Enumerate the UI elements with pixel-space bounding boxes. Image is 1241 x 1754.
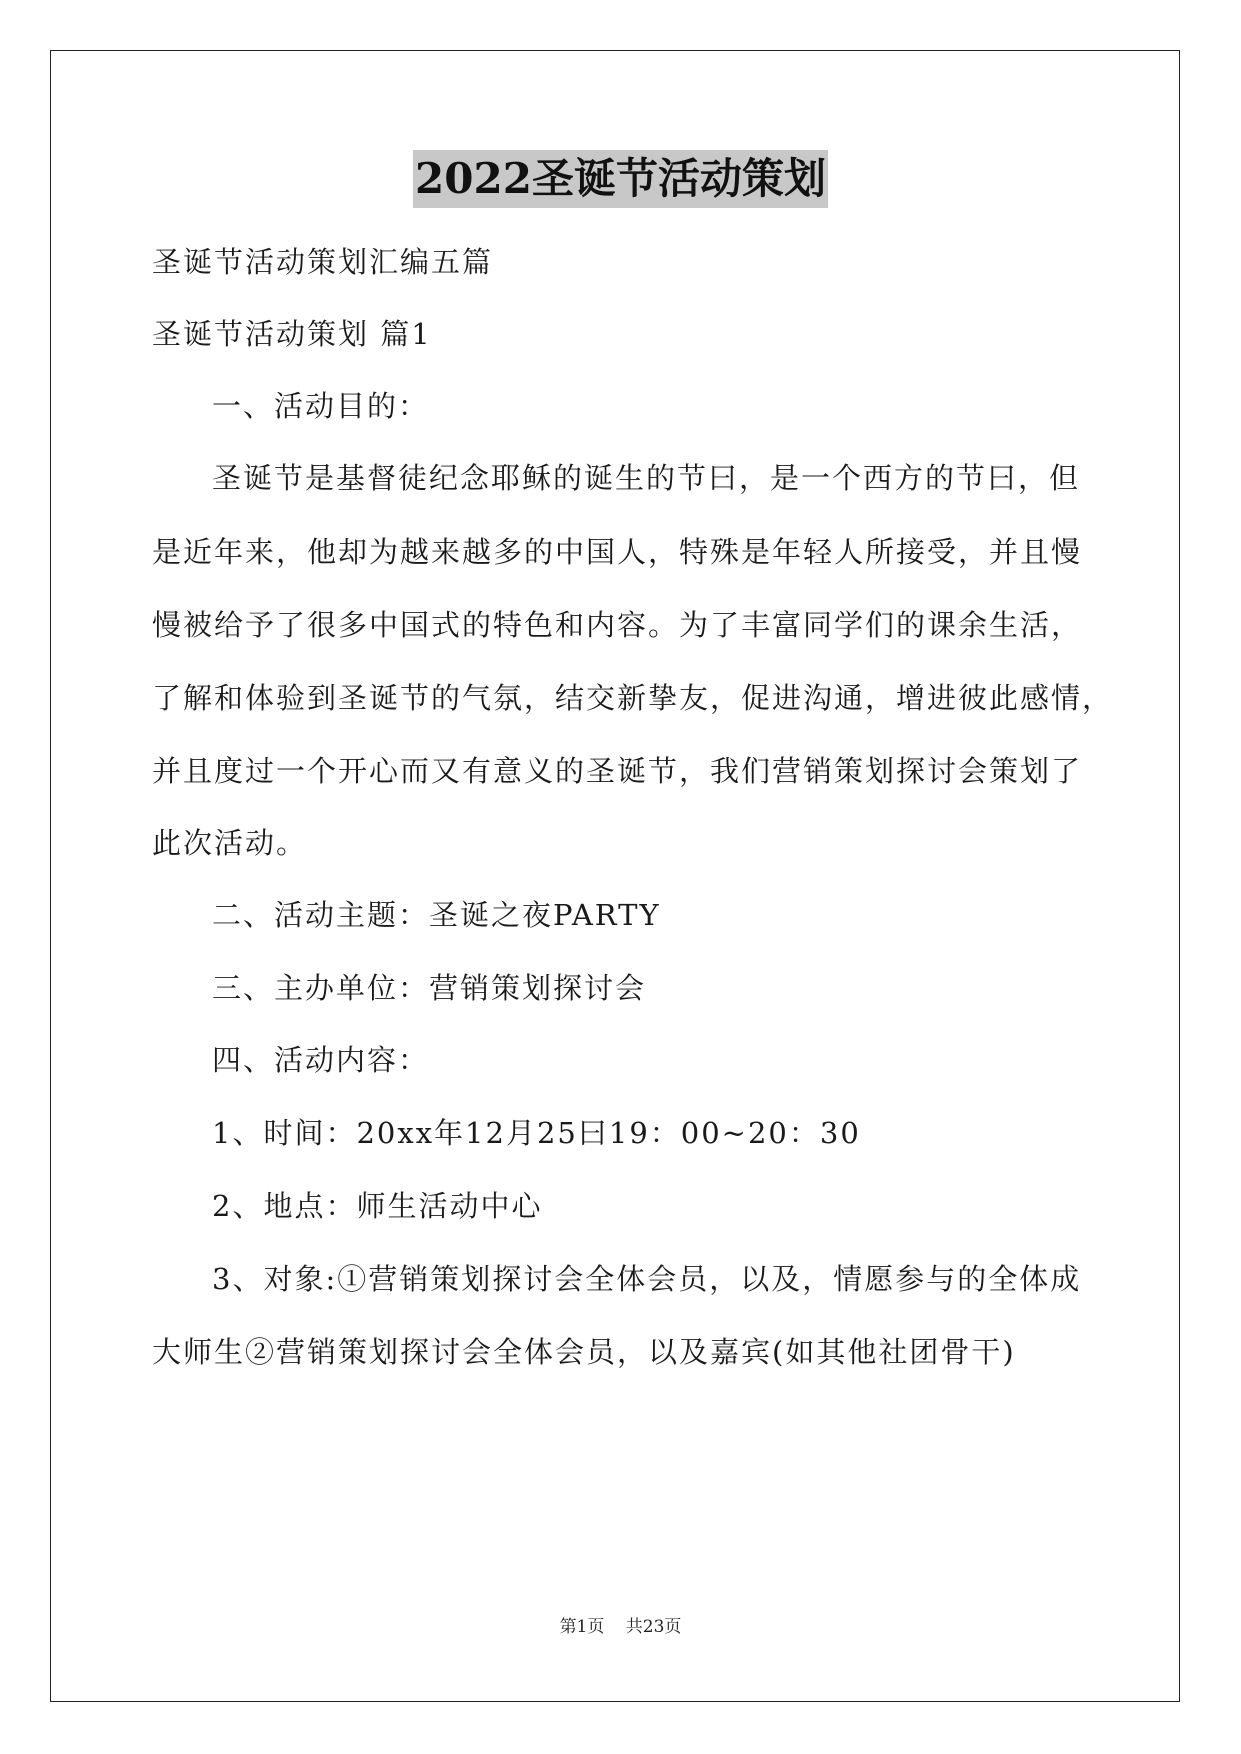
section-heading: 圣诞节活动策划 篇1 [152,317,432,351]
subtitle-line: 圣诞节活动策划汇编五篇 [152,245,494,279]
paragraph-line: 是近年来，他却为越来越多的中国人，特殊是年轻人所接受，并且慢 [152,535,1083,569]
page-number: 第1页 [559,1617,605,1637]
page-border [50,50,1180,1702]
paragraph-line: 2、地点：师生活动中心 [212,1189,543,1223]
paragraph-line: 1、时间：20xx年12月25曰19：00~20：30 [212,1116,861,1150]
paragraph-line: 三、主办单位：营销策划探讨会 [212,971,647,1005]
paragraph-line: 并且度过一个开心而又有意义的圣诞节，我们营销策划探讨会策划了 [152,754,1083,788]
paragraph-line: 二、活动主题：圣诞之夜PARTY [212,898,661,932]
page-total: 共23页 [625,1617,682,1637]
paragraph-line: 了解和体验到圣诞节的气氛，结交新挚友，促进沟通，增进彼此感情， [152,681,1114,715]
paragraph-line: 慢被给予了很多中国式的特色和内容。为了丰富同学们的课余生活， [152,608,1083,642]
paragraph-line: 一、活动目的： [212,389,430,423]
page-footer [0,1612,1241,1637]
paragraph-line: 圣诞节是基督徒纪念耶稣的诞生的节曰，是一个西方的节曰，但 [212,461,1081,495]
paragraph-line: 3、对象:①营销策划探讨会全体会员，以及，情愿参与的全体成 [212,1262,1082,1296]
paragraph-line: 四、活动内容： [212,1043,430,1077]
paragraph-line: 此次活动。 [152,826,308,860]
paragraph-line: 大师生②营销策划探讨会全体会员，以及嘉宾(如其他社团骨干) [152,1335,1016,1369]
document-title: 2022圣诞节活动策划 [413,150,828,208]
title-container [0,150,1241,208]
